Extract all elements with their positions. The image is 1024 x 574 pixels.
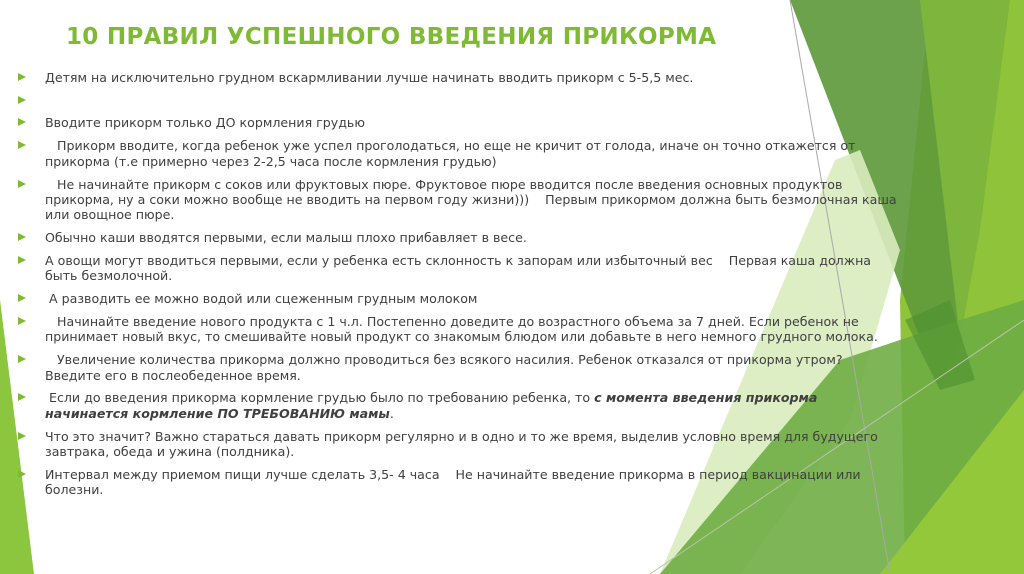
triangle-bullet-icon [18, 118, 26, 126]
list-item [18, 253, 898, 284]
triangle-bullet-icon [18, 256, 26, 264]
list-item-text: Что это значит? Важно стараться давать прикорм регулярно и в одно и то же время, выделив условно время для будущего завтрака, обеда и ужина (полдника). [45, 428, 878, 459]
list-item-text: Обычно каши вводятся первыми, если малыш плохо прибавляет в весе. [45, 230, 527, 246]
triangle-bullet-icon [18, 180, 26, 188]
list-item-text: Вводите прикорм только ДО кормления грудью [45, 115, 365, 131]
triangle-bullet-icon [18, 73, 26, 81]
list-item-text: Увеличение количества прикорма должно проводиться без всякого насилия. Ребенок отказался от прикорма утром? Введите его в послеобеденное время. [45, 352, 843, 383]
list-item-emphasis: с момента введения прикорма начинается кормление ПО ТРЕБОВАНИЮ мамы [45, 390, 818, 421]
list-item-text: Прикорм вводите, когда ребенок уже успел проголодаться, но еще не кричит от голода, иначе он точно откажется от прикорма (т.е примерно через 2-2,5 часа после кормления грудью) [45, 138, 856, 169]
list-item-text: Детям на исключительно грудном вскармливании лучше начинать вводить прикорм с 5-5,5 мес. [45, 70, 694, 85]
triangle-bullet-icon [18, 470, 26, 478]
list-item [18, 230, 898, 245]
list-item-text: Если до введения прикорма кормление грудью было по требованию ребенка, то [45, 390, 595, 406]
list-item [18, 115, 898, 130]
list-item [18, 93, 898, 108]
list-item-text: Начинайте введение нового продукта с 1 ч.л. Постепенно доведите до возрастного объема за 7 дней. Если ребенок не принимает новый вкус, то смешивайте новый продукт со знакомым блюдом или добавьте в него немного грудного молока. [45, 314, 878, 345]
list-item [18, 291, 898, 306]
list-item [18, 429, 898, 460]
triangle-bullet-icon [18, 393, 26, 401]
list-item [18, 70, 898, 85]
list-item-text: А овощи могут вводиться первыми, если у ребенка есть склонность к запорам или избыточный вес Первая каша должна быть безмолочной. [45, 252, 872, 284]
triangle-bullet-icon [18, 141, 26, 149]
triangle-bullet-icon [18, 294, 26, 302]
triangle-bullet-icon [18, 317, 26, 325]
list-item-tail: . [389, 405, 394, 421]
list-item [18, 177, 898, 223]
list-item [18, 314, 898, 345]
triangle-bullet-icon [18, 233, 26, 241]
list-item-text: Не начинайте прикорм с соков или фруктовых пюре. Фруктовое пюре вводится после введения основных продуктов прикорма, ну а соки можно вообще не вводить на первом году жизни))) Первым прикормом должна быть безмолочная каша или овощное пюре. [45, 176, 897, 223]
list-item [18, 138, 898, 169]
list-item [18, 467, 898, 498]
rules-list [18, 70, 898, 505]
list-item [18, 390, 898, 421]
list-item-text: А разводить ее можно водой или сцеженным грудным молоком [45, 291, 478, 307]
slide-title: 10 ПРАВИЛ УСПЕШНОГО ВВЕДЕНИЯ ПРИКОРМА [66, 24, 717, 50]
triangle-bullet-icon [18, 355, 26, 363]
list-item [18, 352, 898, 383]
list-item-text: Интервал между приемом пищи лучше сделать 3,5- 4 часа Не начинайте введение прикорма в период вакцинации или болезни. [45, 466, 861, 498]
triangle-bullet-icon [18, 96, 26, 104]
triangle-bullet-icon [18, 432, 26, 440]
